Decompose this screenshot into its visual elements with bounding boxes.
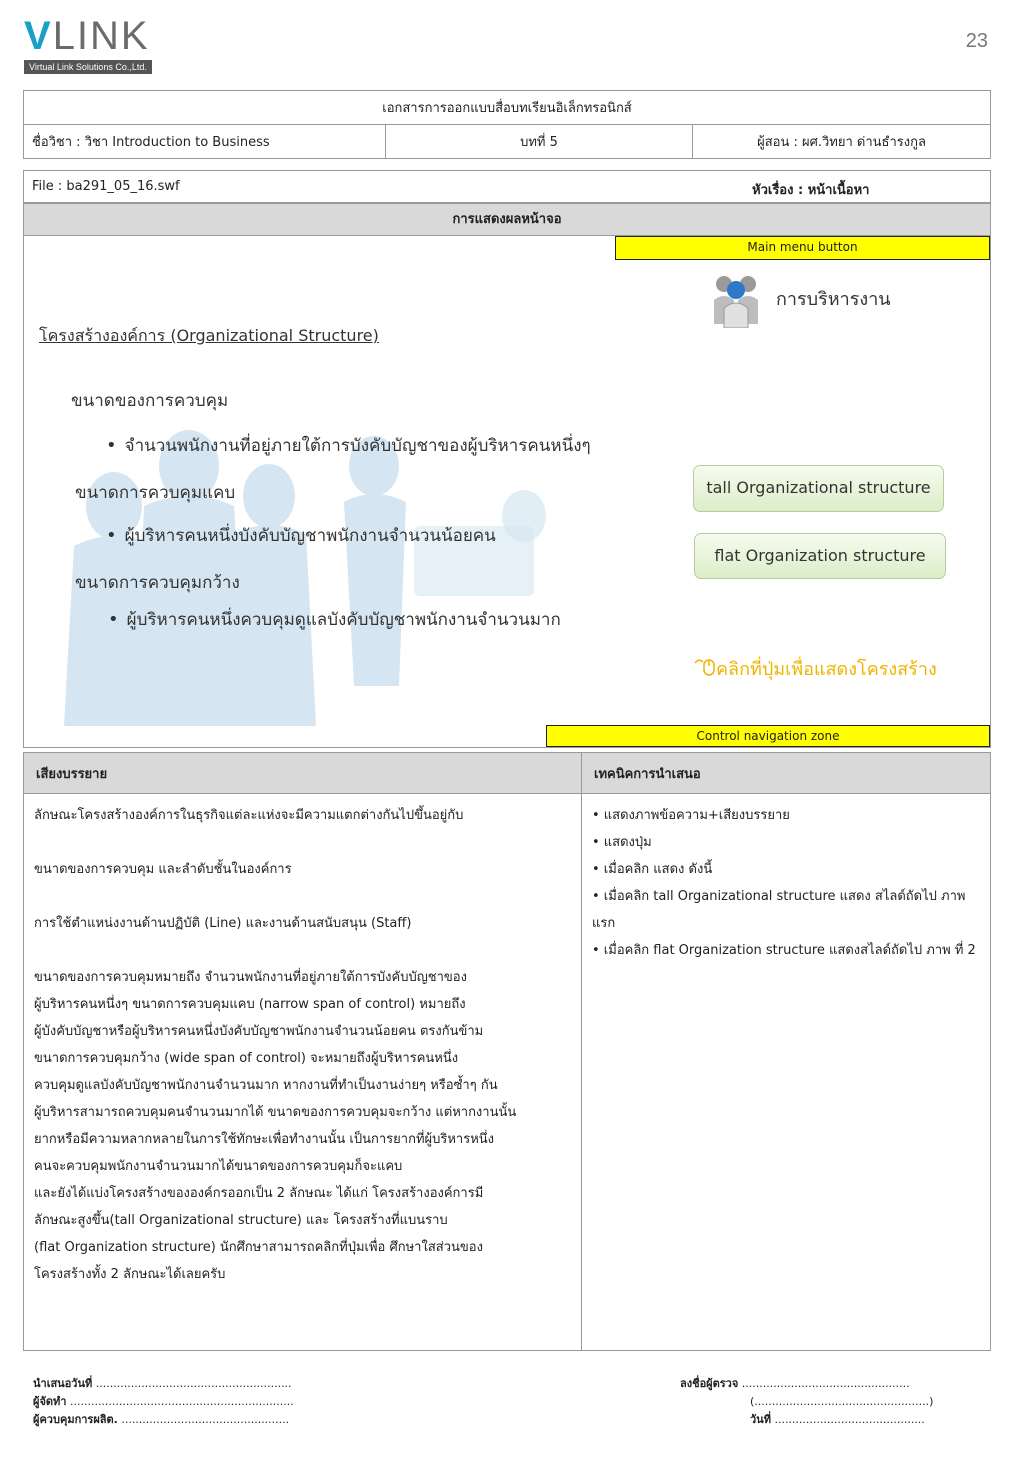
technique-item: • แสดงภาพข้อความ+เสียงบรรยาย <box>592 808 790 823</box>
subject-cell: ชื่อวิชา : วิชา Introduction to Business <box>24 125 386 159</box>
narration-line: และยังได้แบ่งโครงสร้างขององค์กรออกเป็น 2 ลักษณะ ได้แก่ โครงสร้างองค์การมี <box>34 1186 484 1201</box>
click-hint <box>694 654 937 683</box>
document-title: เอกสารการออกแบบสื่อบทเรียนอิเล็กทรอนิกส์ <box>24 91 991 125</box>
narration-line: ขนาดการควบคุมกว้าง (wide span of control) จะหมายถึงผู้บริหารคนหนึ่ง <box>34 1051 459 1066</box>
narration-line: ผู้บริหารคนหนึ่งๆ ขนาดการควบคุมแคบ (narrow span of control) หมายถึง <box>34 997 466 1012</box>
narration-line: ลักษณะสูงขึ้น(tall Organizational structure) และ โครงสร้างที่แบนราบ <box>34 1213 448 1228</box>
narration-line: ยากหรือมีความหลากหลายในการใช้ทักษะเพื่อทำงานนั้น เป็นการยากที่ผู้บริหารหนึ่ง <box>34 1132 495 1147</box>
file-row <box>23 170 991 203</box>
content-heading: โครงสร้างองค์การ (Organizational Structure) <box>39 326 379 345</box>
click-hint-text: คลิกที่ปุ่มเพื่อแสดงโครงสร้าง <box>716 659 937 680</box>
control-navigation-zone: Control navigation zone <box>546 725 990 747</box>
span-of-control-heading: ขนาดของการควบคุม <box>71 391 229 411</box>
narration-line: ผู้บริหารสามารถควบคุมคนจำนวนมากได้ ขนาดของการควบคุมจะกว้าง แต่หากงานนั้น <box>34 1105 517 1120</box>
bullet-item: • จำนวนพนักงานที่อยู่ภายใต้การบังคับบัญชาของผู้บริหารคนหนึ่งๆ <box>106 435 591 456</box>
narrow-span-heading: ขนาดการควบคุมแคบ <box>75 483 236 503</box>
narration-line: ขนาดของการควบคุมหมายถึง จำนวนพนักงานที่อยู่ภายใต้การบังคับบัญชาของ <box>34 970 467 985</box>
wide-span-heading: ขนาดการควบคุมกว้าง <box>75 573 240 593</box>
production-supervisor-line: ผู้ควบคุมการผลิต. ................................................ <box>33 1413 290 1426</box>
file-name: File : ba291_05_16.swf <box>32 179 180 194</box>
logo-word: LINK <box>52 14 150 58</box>
narration-line: ผู้บังคับบัญชาหรือผู้บริหารคนหนึ่งบังคับบัญชาพนักงานจำนวนน้อยคน ตรงกันข้าม <box>34 1024 484 1039</box>
reviewer-name-line: (..................................................) <box>750 1395 934 1408</box>
menu-title: การบริหารงาน <box>776 289 891 310</box>
narration-line: ขนาดของการควบคุม และลำดับชั้นในองค์การ <box>34 862 292 877</box>
signature-right <box>680 1375 933 1429</box>
signature-left <box>33 1375 294 1429</box>
presented-date-line: นำเสนอวันที่ ........................................................ <box>33 1377 292 1390</box>
bullet-item: • ผู้บริหารคนหนึ่งบังคับบัญชาพนักงานจำนวนน้อยคน <box>106 525 496 546</box>
technique-item: • เมื่อคลิก แสดง ดังนี้ <box>592 862 713 877</box>
narration-line: คนจะควบคุมพนักงานจำนวนมากได้ขนาดของการควบคุมก็จะแคบ <box>34 1159 403 1174</box>
main-menu-button-zone: Main menu button <box>615 236 990 260</box>
people-group-icon <box>712 272 760 328</box>
narration-text <box>24 794 582 1351</box>
page-number: 23 <box>965 30 988 52</box>
bullet-text: ผู้บริหารคนหนึ่งควบคุมดูแลบังคับบัญชาพนักงานจำนวนมาก <box>126 610 561 630</box>
narration-line: ควบคุมดูแลบังคับบัญชาพนักงานจำนวนมาก หากงานที่ทำเป็นงานง่ายๆ หรือซ้ำๆ กัน <box>34 1078 498 1093</box>
narration-header: เสียงบรรยาย <box>24 753 582 794</box>
flat-structure-button[interactable]: flat Organization structure <box>694 533 946 579</box>
bullet-item: • ผู้บริหารคนหนึ่งควบคุมดูแลบังคับบัญชาพนักงานจำนวนมาก <box>108 609 561 630</box>
review-date-line: วันที่ ........................................... <box>750 1413 925 1426</box>
logo-v: V <box>24 14 53 58</box>
reviewer-signature-line: ลงชื่อผู้ตรวจ ................................................ <box>680 1377 910 1390</box>
instructor-cell: ผู้สอน : ผศ.วิทยา ด่านธำรงกูล <box>693 125 991 159</box>
author-line: ผู้จัดทำ ................................................................ <box>33 1395 294 1408</box>
technique-header: เทคนิคการนำเสนอ <box>582 753 991 794</box>
narration-line: ลักษณะโครงสร้างองค์การในธุรกิจแต่ละแห่งจะมีความแตกต่างกันไปขึ้นอยู่กับ <box>34 808 464 823</box>
screen-preview <box>23 236 991 748</box>
narration-line: (flat Organization structure) นักศึกษาสามารถคลิกที่ปุ่มเพื่อ ศึกษาใสส่วนของ <box>34 1240 483 1255</box>
technique-item: • เมื่อคลิก tall Organizational structure แสดง สไลด์ถัดไป ภาพแรก <box>592 889 966 931</box>
narration-line: โครงสร้างทั้ง 2 ลักษณะได้เลยครับ <box>34 1267 226 1282</box>
bullet-text: จำนวนพนักงานที่อยู่ภายใต้การบังคับบัญชาของผู้บริหารคนหนึ่งๆ <box>124 436 591 456</box>
tall-structure-button[interactable]: tall Organizational structure <box>693 465 944 512</box>
technique-list <box>582 794 991 1351</box>
technique-item: • แสดงปุ่ม <box>592 835 652 850</box>
topic-label: หัวเรื่อง : หน้าเนื้อหา <box>752 183 870 198</box>
lesson-cell: บทที่ 5 <box>386 125 693 159</box>
technique-item: • เมื่อคลิก flat Organization structure แสดงสไลด์ถัดไป ภาพ ที่ 2 <box>592 943 976 958</box>
logo-tagline: Virtual Link Solutions Co.,Ltd. <box>24 60 152 74</box>
bullet-text: ผู้บริหารคนหนึ่งบังคับบัญชาพนักงานจำนวนน้อยคน <box>124 526 496 546</box>
document-info-table <box>23 90 991 159</box>
narration-line: การใช้ตำแหน่งงานด้านปฏิบัติ (Line) และงานด้านสนับสนุน (Staff) <box>34 916 412 931</box>
mouse-icon <box>694 657 716 677</box>
narration-table <box>23 752 991 1351</box>
company-logo <box>24 14 174 76</box>
screen-display-header: การแสดงผลหน้าจอ <box>23 203 991 236</box>
